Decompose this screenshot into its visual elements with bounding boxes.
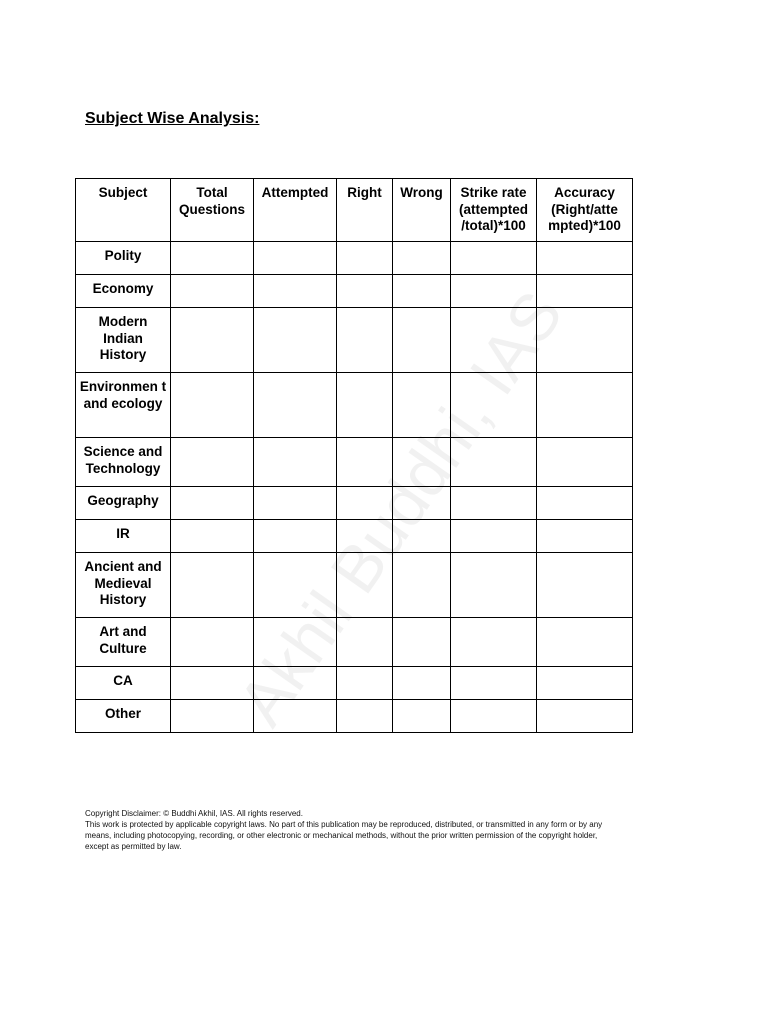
- wrong-cell: [393, 275, 451, 308]
- attempted-cell: [254, 373, 337, 438]
- subject-analysis-table: [75, 178, 633, 733]
- attempted-cell: [254, 520, 337, 553]
- page-title: Subject Wise Analysis:: [85, 110, 260, 127]
- table-row: [76, 667, 633, 700]
- accuracy-cell: [537, 487, 633, 520]
- accuracy-cell: [537, 520, 633, 553]
- total-questions-cell: [171, 618, 254, 667]
- right-cell: [337, 553, 393, 618]
- total-questions-cell: [171, 242, 254, 275]
- header-attempted: Attempted: [254, 179, 337, 242]
- subject-cell: IR: [76, 520, 171, 553]
- attempted-cell: [254, 438, 337, 487]
- accuracy-cell: [537, 438, 633, 487]
- right-cell: [337, 308, 393, 373]
- right-cell: [337, 373, 393, 438]
- subject-cell: Modern Indian History: [76, 308, 171, 373]
- accuracy-cell: [537, 553, 633, 618]
- subject-cell: Other: [76, 700, 171, 733]
- right-cell: [337, 275, 393, 308]
- subject-cell: Environmen t and ecology: [76, 373, 171, 438]
- attempted-cell: [254, 487, 337, 520]
- wrong-cell: [393, 373, 451, 438]
- accuracy-cell: [537, 618, 633, 667]
- accuracy-cell: [537, 700, 633, 733]
- watermark: Akhil Buddhi, IAS: [223, 277, 577, 739]
- right-cell: [337, 618, 393, 667]
- strike-rate-cell: [451, 520, 537, 553]
- right-cell: [337, 700, 393, 733]
- total-questions-cell: [171, 373, 254, 438]
- header-strike-rate: Strike rate (attempted /total)*100: [451, 179, 537, 242]
- subject-cell: Ancient and Medieval History: [76, 553, 171, 618]
- wrong-cell: [393, 667, 451, 700]
- strike-rate-cell: [451, 438, 537, 487]
- table-row: [76, 275, 633, 308]
- strike-rate-cell: [451, 373, 537, 438]
- table-row: [76, 308, 633, 373]
- subject-cell: CA: [76, 667, 171, 700]
- attempted-cell: [254, 618, 337, 667]
- right-cell: [337, 438, 393, 487]
- wrong-cell: [393, 618, 451, 667]
- right-cell: [337, 520, 393, 553]
- table-row: [76, 438, 633, 487]
- total-questions-cell: [171, 520, 254, 553]
- header-total-questions: Total Questions: [171, 179, 254, 242]
- strike-rate-cell: [451, 275, 537, 308]
- subject-cell: Science and Technology: [76, 438, 171, 487]
- total-questions-cell: [171, 275, 254, 308]
- wrong-cell: [393, 308, 451, 373]
- right-cell: [337, 242, 393, 275]
- table-row: [76, 487, 633, 520]
- attempted-cell: [254, 308, 337, 373]
- copyright-line: Copyright Disclaimer: © Buddhi Akhil, IAS. All rights reserved.: [85, 809, 303, 818]
- table-row: [76, 520, 633, 553]
- header-wrong: Wrong: [393, 179, 451, 242]
- wrong-cell: [393, 487, 451, 520]
- strike-rate-cell: [451, 308, 537, 373]
- total-questions-cell: [171, 487, 254, 520]
- attempted-cell: [254, 700, 337, 733]
- strike-rate-cell: [451, 618, 537, 667]
- total-questions-cell: [171, 438, 254, 487]
- accuracy-cell: [537, 667, 633, 700]
- subject-cell: Polity: [76, 242, 171, 275]
- total-questions-cell: [171, 700, 254, 733]
- subject-cell: Art and Culture: [76, 618, 171, 667]
- attempted-cell: [254, 242, 337, 275]
- right-cell: [337, 667, 393, 700]
- table-row: [76, 242, 633, 275]
- header-right: Right: [337, 179, 393, 242]
- attempted-cell: [254, 553, 337, 618]
- strike-rate-cell: [451, 700, 537, 733]
- subject-cell: Geography: [76, 487, 171, 520]
- wrong-cell: [393, 553, 451, 618]
- strike-rate-cell: [451, 487, 537, 520]
- strike-rate-cell: [451, 242, 537, 275]
- table-row: [76, 373, 633, 438]
- accuracy-cell: [537, 373, 633, 438]
- header-accuracy: Accuracy (Right/atte mpted)*100: [537, 179, 633, 242]
- copyright-body: This work is protected by applicable copyright laws. No part of this publication may be reproduced, distributed, or transmitted in any form or by any means, including photocopying, recording, or other electronic or mechanical methods, without the prior written permission of the copyright holder, except as permitted by law.: [85, 820, 603, 851]
- total-questions-cell: [171, 308, 254, 373]
- total-questions-cell: [171, 667, 254, 700]
- attempted-cell: [254, 667, 337, 700]
- wrong-cell: [393, 520, 451, 553]
- table-row: [76, 553, 633, 618]
- accuracy-cell: [537, 242, 633, 275]
- copyright-disclaimer: [85, 808, 615, 852]
- header-subject: Subject: [76, 179, 171, 242]
- right-cell: [337, 487, 393, 520]
- table-header-row: [76, 179, 633, 242]
- wrong-cell: [393, 700, 451, 733]
- wrong-cell: [393, 438, 451, 487]
- strike-rate-cell: [451, 553, 537, 618]
- accuracy-cell: [537, 308, 633, 373]
- table-row: [76, 618, 633, 667]
- subject-cell: Economy: [76, 275, 171, 308]
- strike-rate-cell: [451, 667, 537, 700]
- total-questions-cell: [171, 553, 254, 618]
- attempted-cell: [254, 275, 337, 308]
- wrong-cell: [393, 242, 451, 275]
- accuracy-cell: [537, 275, 633, 308]
- table-row: [76, 700, 633, 733]
